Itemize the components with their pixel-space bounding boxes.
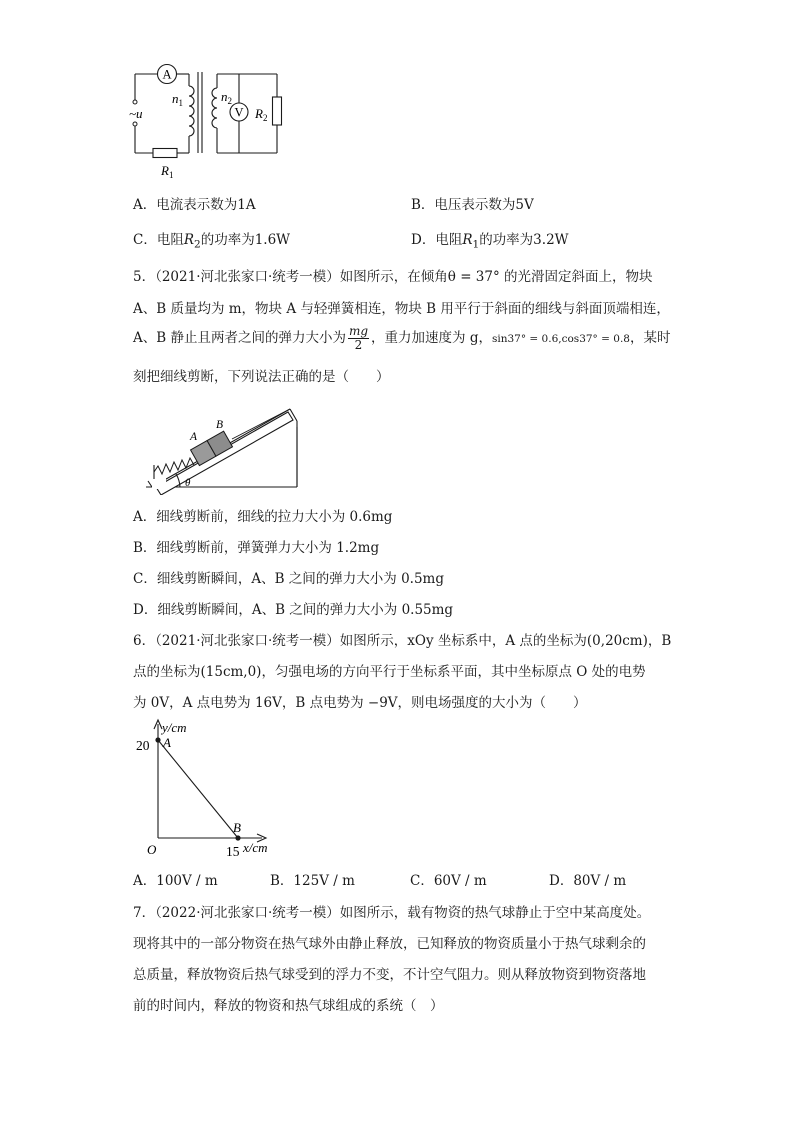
r2-label: $R_2$ — [255, 106, 268, 123]
point-b — [235, 835, 240, 840]
y-tick-20: 20 — [136, 738, 150, 753]
q6-option-a: A．100V / m — [133, 873, 218, 889]
source-label: ~u — [129, 106, 143, 121]
q6-option-c: C．60V / m — [410, 873, 487, 889]
q6-line-1: 6．（2021·河北张家口·统考一模）如图所示，xOy 坐标系中，A 点的坐标为(0,20cm)，B — [133, 633, 672, 649]
q5-option-d: D．细线剪断瞬间，A、B 之间的弹力大小为 0.55mg — [133, 602, 454, 618]
fraction-mg-over-2: $\frac{mg}{2}$ — [348, 324, 369, 352]
label-a: A — [190, 431, 198, 443]
label-b: B — [233, 820, 241, 835]
q7-line-2: 现将其中的一部分物资在热气球外由静止释放，已知释放的物资质量小于热气球剩余的 — [133, 936, 646, 952]
q5-option-b: B．细线剪断前，弹簧弹力大小为 1.2mg — [133, 540, 380, 556]
q5-line-3: A、B 静止且两者之间的弹力大小为 $\frac{mg}{2}$ ，重力加速度为 g，sin37° = 0.6,cos37° = 0.8，某时 — [133, 324, 671, 352]
x-axis-label: x/cm — [243, 840, 268, 855]
q7-line-3: 总质量，释放物资后热气球受到的浮力不变，不计空气阻力。则从释放物资到物资落地 — [133, 967, 646, 983]
q7-line-1: 7．（2022·河北张家口·统考一模）如图所示，载有物资的热气球静止于空中某高度处。 — [133, 905, 651, 921]
q5-line-2: A、B 质量均为 m，物块 A 与轻弹簧相连，物块 B 用平行于斜面的细线与斜面顶端相连， — [133, 301, 670, 317]
terminal-top — [133, 100, 137, 104]
q6-line-3: 为 0V，A 点电势为 16V，B 点电势为 −9V，则电场强度的大小为（ ） — [133, 695, 587, 711]
resistor-r1 — [153, 149, 177, 158]
incline-figure — [140, 395, 310, 495]
q6-option-b: B．125V / m — [270, 873, 355, 889]
voltmeter-label: V — [234, 105, 244, 120]
ammeter — [158, 65, 177, 84]
q5-line-4: 刻把细线剪断，下列说法正确的是（ ） — [133, 369, 390, 385]
r1-label: $R_1$ — [161, 163, 174, 180]
y-axis-label: y/cm — [162, 720, 187, 735]
label-origin: O — [147, 842, 157, 857]
q6-option-d: D．80V / m — [549, 873, 627, 889]
q4-option-c: C．电阻$R_2$的功率为1.6W — [133, 232, 291, 251]
q7-line-4: 前的时间内，释放的物资和热气球组成的系统（ ） — [133, 998, 444, 1014]
q4-option-d: D．电阻$R_1$的功率为3.2W — [411, 232, 569, 251]
q5-line-1: 5．（2021·河北张家口·统考一模）如图所示，在倾角θ = 37° 的光滑固定斜面上，物块 — [133, 269, 653, 285]
terminal-bottom — [133, 122, 137, 126]
q4-option-b: B．电压表示数为5V — [411, 197, 534, 213]
point-a — [155, 737, 160, 742]
n1-label: $n_1$ — [172, 91, 183, 108]
q5-option-c: C．细线剪断瞬间，A、B 之间的弹力大小为 0.5mg — [133, 571, 444, 587]
label-b: B — [216, 419, 224, 431]
voltmeter — [230, 103, 248, 121]
label-theta: θ — [185, 477, 191, 489]
transformer-circuit-figure — [125, 60, 295, 185]
q4-option-a: A．电流表示数为1A — [133, 197, 256, 213]
q6-line-2: 点的坐标为(15cm,0)，匀强电场的方向平行于坐标系平面，其中坐标原点 O 处的电势 — [133, 664, 646, 680]
label-a: A — [163, 735, 171, 750]
x-tick-15: 15 — [226, 844, 240, 859]
ammeter-label: A — [162, 67, 172, 82]
resistor-r2 — [273, 97, 282, 125]
coordinate-figure — [130, 712, 290, 862]
segment-ab — [158, 740, 238, 838]
q5-option-a: A．细线剪断前，细线的拉力大小为 0.6mg — [133, 509, 393, 525]
n2-label: $n_2$ — [221, 89, 232, 106]
